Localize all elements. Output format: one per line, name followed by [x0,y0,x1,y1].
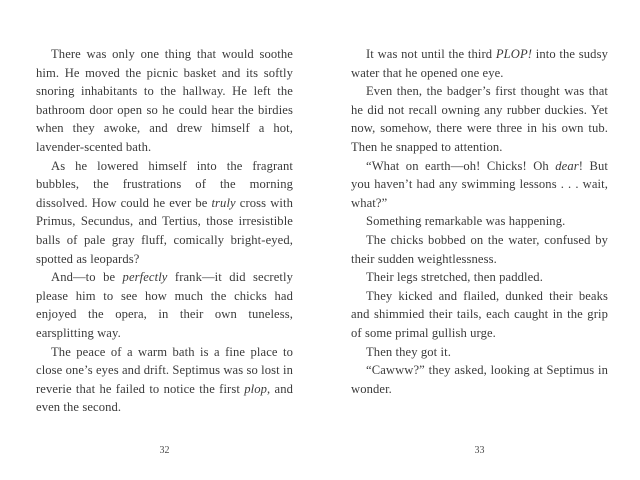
paragraph: “Cawww?” they asked, looking at Septimus in wonder. [351,363,608,396]
paragraph: “What on earth—oh! Chicks! Oh dear! But you haven’t had any swimming lessons . . . wait, what?” [351,158,608,210]
paragraph: The chicks bobbed on the water, confused by their sudden weightlessness. [351,232,608,266]
paragraph: As he lowered himself into the fragrant bubbles, the frustrations of the morning dissolved. How could he ever be truly cross with Primus, Secundus, and Tertius, those irresistible balls of pale gray fluff, comically bright-eyed, spotted as leopards? [36,158,293,266]
paragraph: Their legs stretched, then paddled. [366,270,543,285]
paragraph: The peace of a warm bath is a fine place to close one’s eyes and drift. Septimus was so lost in reverie that he failed to notice the first plop, and even the second. [36,344,293,415]
right-page-text [351,45,608,398]
paragraph: Something remarkable was happening. [366,214,566,229]
left-page-number: 32 [159,445,170,456]
right-page [351,45,608,465]
paragraph: And—to be perfectly frank—it did secretly please him to see how much the chicks had enjoyed the opera, in their own tuneless, earsplitting way. [36,270,293,340]
paragraph: There was only one thing that would soothe him. He moved the picnic basket and its softly snoring inhabitants to the hallway. He left the bathroom door open so he could hear the birdies when they awoke, and drew himself a hot, lavender-scented bath. [36,47,293,154]
paragraph: Even then, the badger’s first thought was that he did not recall owning any rubber duckies. Yet now, somehow, there were three in his own tub. Then he snapped to attention. [351,84,608,154]
left-page [36,45,293,465]
paragraph: Then they got it. [366,344,451,359]
paragraph: They kicked and flailed, dunked their beaks and shimmied their tails, each caught in the grip of some primal gullish urge. [351,288,608,340]
right-page-number: 33 [474,445,485,456]
paragraph: It was not until the third PLOP! into the sudsy water that he opened one eye. [351,47,608,80]
left-page-text [36,45,293,417]
